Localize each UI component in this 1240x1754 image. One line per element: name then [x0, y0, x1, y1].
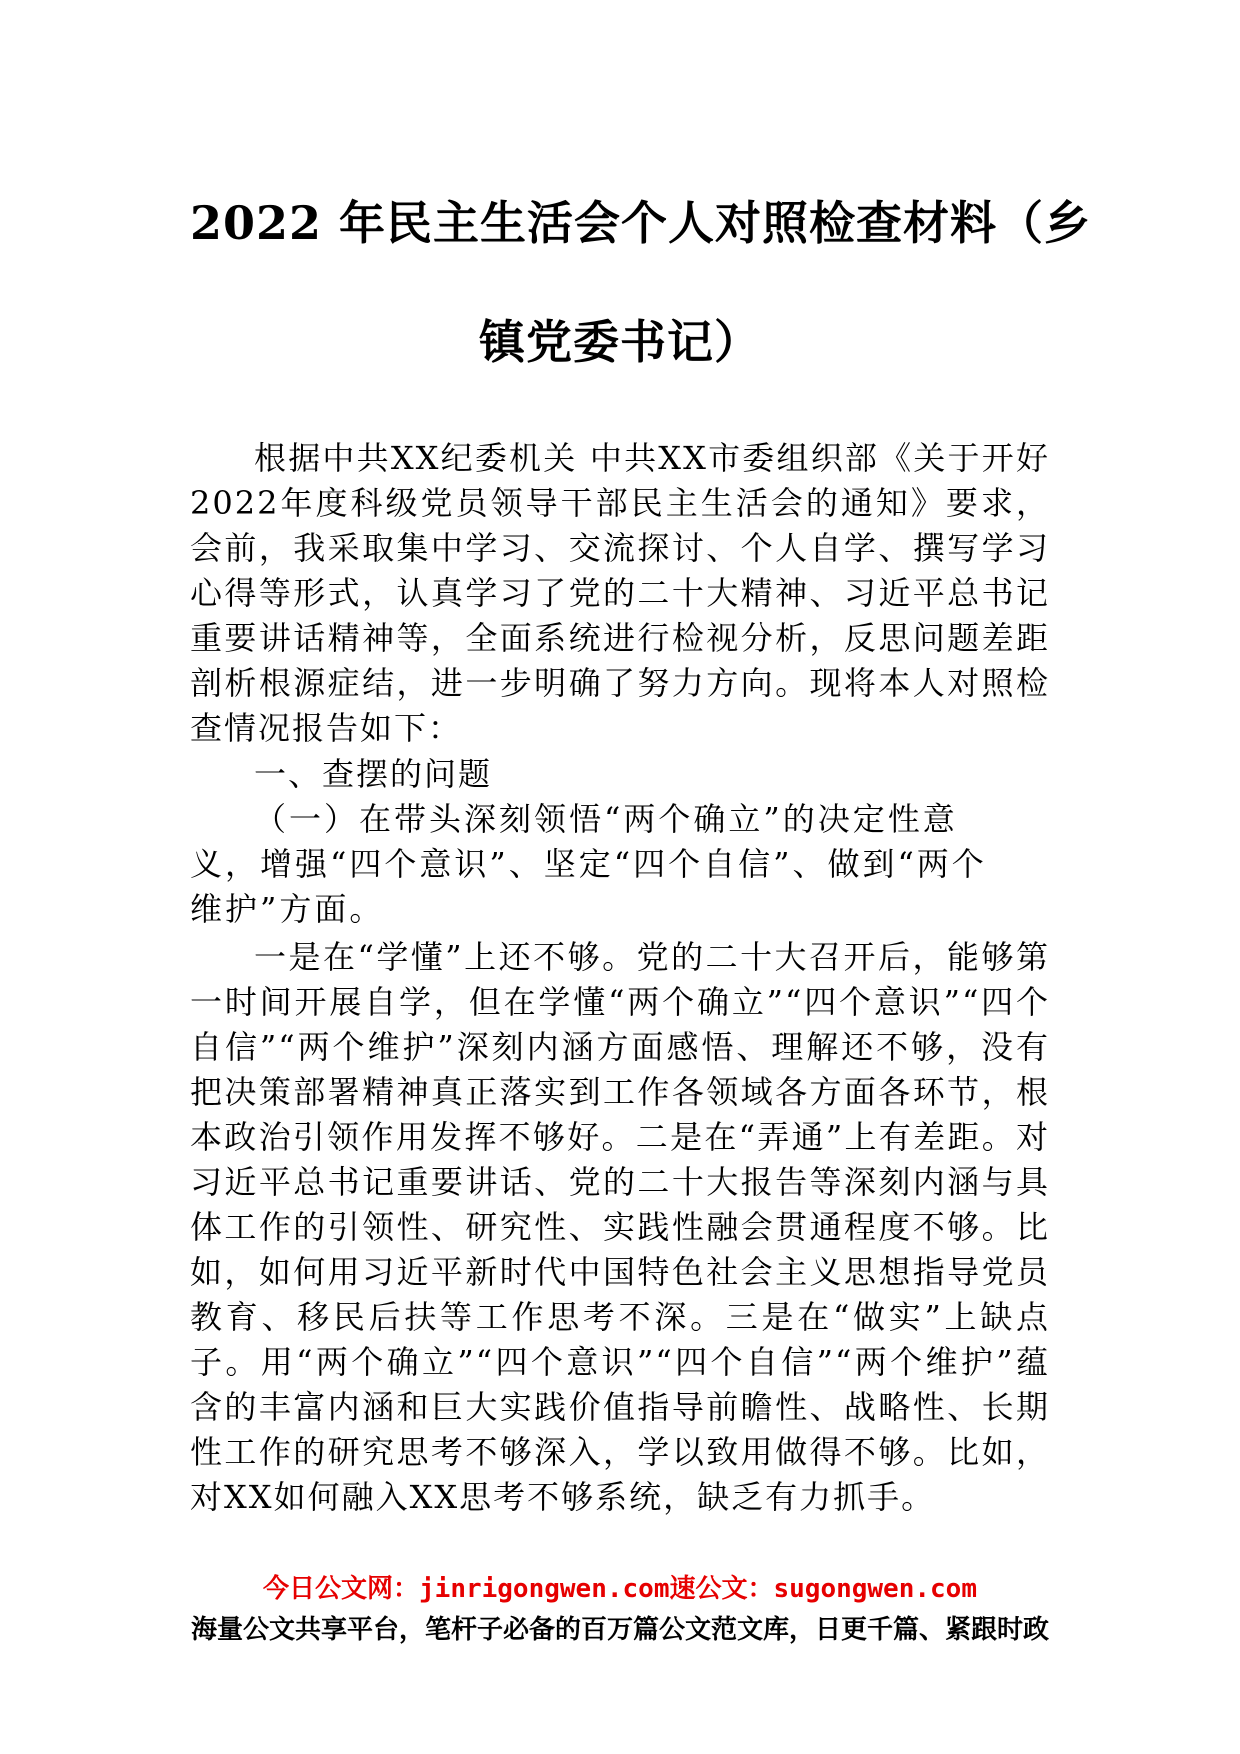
- subsection-heading: （一）在带头深刻领悟“两个确立”的决定性意义，增强“四个意识”、坚定“四个自信”、做到“两个维护”方面。: [190, 800, 987, 928]
- site2-url[interactable]: sugongwen.com: [773, 1574, 977, 1604]
- footer-sites: [0, 1571, 1240, 1607]
- site1-url[interactable]: jinrigongwen.com: [419, 1574, 670, 1604]
- intro-paragraph: 根据中共XX纪委机关 中共XX市委组织部《关于开好2022年度科级党员领导干部民主生活会的通知》要求，会前，我采取集中学习、交流探讨、个人自学、撰写学习心得等形式，认真学习了党的二十大精神、习近平总书记重要讲话精神等，全面系统进行检视分析，反思问题差距剖析根源症结，进一步明确了努力方向。现将本人对照检查情况报告如下：: [190, 439, 1050, 747]
- site1-name: 今日公文网：: [263, 1574, 420, 1604]
- footer-slogan: 海量公文共享平台，笔杆子必备的百万篇公文范文库，日更千篇、紧跟时政: [190, 1615, 1049, 1645]
- document-title-line-2: 镇党委书记）: [479, 315, 761, 369]
- body-paragraph: 一是在“学懂”上还不够。党的二十大召开后，能够第一时间开展自学，但在学懂“两个确立”“四个意识”“四个自信”“两个维护”深刻内涵方面感悟、理解还不够，没有把决策部署精神真正落实到工作各领域各方面各环节，根本政治引领作用发挥不够好。二是在“弄通”上有差距。对习近平总书记重要讲话、党的二十大报告等深刻内涵与具体工作的引领性、研究性、实践性融会贯通程度不够。比如，如何用习近平新时代中国特色社会主义思想指导党员教育、移民后扶等工作思考不深。三是在“做实”上缺点子。用“两个确立”“四个意识”“四个自信”“两个维护”蕴含的丰富内涵和巨大实践价值指导前瞻性、战略性、长期性工作的研究思考不够深入，学以致用做得不够。比如，对XX如何融入XX思考不够系统，缺乏有力抓手。: [190, 938, 1050, 1516]
- document-title-line-1: 2022 年民主生活会个人对照检查材料（乡: [190, 196, 1092, 250]
- section-heading: 一、查摆的问题: [254, 755, 493, 793]
- site2-name: 速公文：: [669, 1574, 774, 1604]
